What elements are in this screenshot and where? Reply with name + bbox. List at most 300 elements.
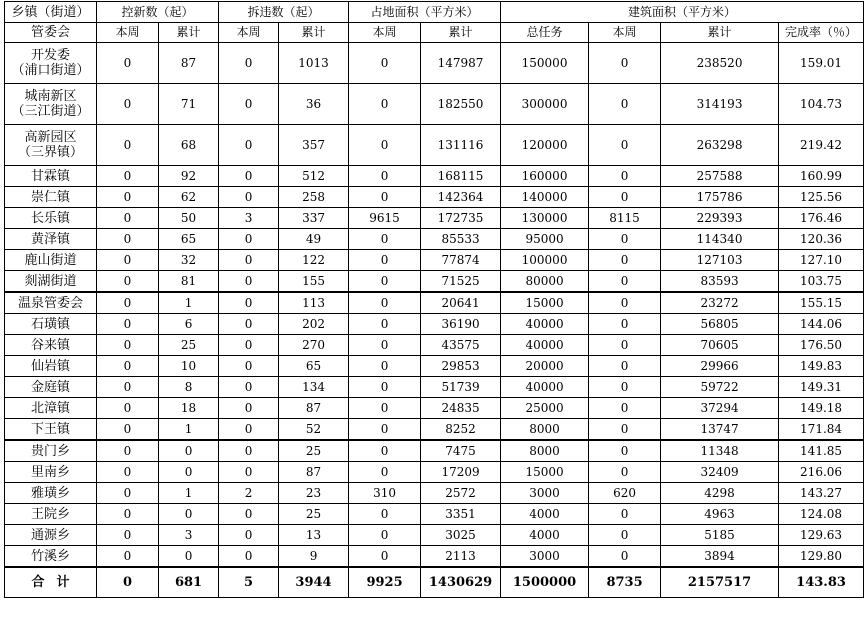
- cell-build-cum: 5185: [661, 525, 779, 546]
- cell-ctrl-cum: 87: [159, 43, 219, 84]
- cell-rate: 159.01: [779, 43, 864, 84]
- header-ctrl-week: 本周: [97, 23, 159, 43]
- cell-land-week: 9615: [349, 208, 421, 229]
- cell-land-cum: 172735: [421, 208, 501, 229]
- cell-rate: 171.84: [779, 419, 864, 441]
- cell-build-cum: 4298: [661, 483, 779, 504]
- header-build-group: 建筑面积（平方米）: [501, 2, 864, 23]
- header-region: 乡镇（街道）: [5, 2, 97, 23]
- cell-total-task: 95000: [501, 229, 589, 250]
- region-name: [5, 125, 97, 166]
- header-land-week: 本周: [349, 23, 421, 43]
- cell-land-week: 0: [349, 125, 421, 166]
- cell-dem-cum: 13: [279, 525, 349, 546]
- cell-dem-cum: 87: [279, 462, 349, 483]
- table-row: [5, 271, 864, 293]
- header-row-groups: [5, 2, 864, 23]
- header-completion: 完成率（％）: [779, 23, 864, 43]
- table-row: [5, 335, 864, 356]
- region-name: 仙岩镇: [5, 356, 97, 377]
- cell-build-week: 0: [589, 462, 661, 483]
- cell-total-task: 8000: [501, 419, 589, 441]
- table-row: [5, 483, 864, 504]
- cell-dem-week: 0: [219, 292, 279, 314]
- cell-land-week: 310: [349, 483, 421, 504]
- cell-ctrl-cum: 25: [159, 335, 219, 356]
- cell-dem-cum: 270: [279, 335, 349, 356]
- cell-dem-cum: 52: [279, 419, 349, 441]
- cell-dem-week: 0: [219, 229, 279, 250]
- table-row: [5, 356, 864, 377]
- cell-land-week: 0: [349, 440, 421, 462]
- cell-total-task: 150000: [501, 43, 589, 84]
- cell-rate: 149.83: [779, 356, 864, 377]
- cell-rate: 176.46: [779, 208, 864, 229]
- cell-ctrl-cum: 6: [159, 314, 219, 335]
- cell-land-week: 0: [349, 377, 421, 398]
- cell-ctrl-cum: 92: [159, 166, 219, 187]
- header-region-sub: 管委会: [5, 23, 97, 43]
- cell-land-week: 0: [349, 335, 421, 356]
- cell-ctrl-cum: 1: [159, 483, 219, 504]
- cell-build-week: 0: [589, 187, 661, 208]
- region-name: 竹溪乡: [5, 546, 97, 568]
- cell-rate: 155.15: [779, 292, 864, 314]
- cell-dem-week: 0: [219, 546, 279, 568]
- table-row: [5, 187, 864, 208]
- total-row: [5, 567, 864, 598]
- table-row: [5, 125, 864, 166]
- cell-ctrl-cum: 18: [159, 398, 219, 419]
- region-name: 甘霖镇: [5, 166, 97, 187]
- region-name-line: 城南新区: [24, 89, 77, 104]
- cell-dem-cum: 122: [279, 250, 349, 271]
- cell-ctrl-week: 0: [97, 271, 159, 293]
- cell-total-task: 3000: [501, 546, 589, 568]
- cell-build-cum: 56805: [661, 314, 779, 335]
- region-name: 下王镇: [5, 419, 97, 441]
- cell-total-task: 8000: [501, 440, 589, 462]
- cell-total-task: 120000: [501, 125, 589, 166]
- cell-land-week: 0: [349, 187, 421, 208]
- total-total-task: 1500000: [501, 567, 589, 598]
- cell-build-week: 0: [589, 504, 661, 525]
- cell-land-week: 0: [349, 419, 421, 441]
- cell-ctrl-week: 0: [97, 483, 159, 504]
- cell-build-week: 0: [589, 398, 661, 419]
- table-row: [5, 525, 864, 546]
- cell-dem-week: 2: [219, 483, 279, 504]
- region-name: [5, 84, 97, 125]
- region-name: 黄泽镇: [5, 229, 97, 250]
- cell-ctrl-week: 0: [97, 250, 159, 271]
- cell-build-week: 0: [589, 314, 661, 335]
- total-land-week: 9925: [349, 567, 421, 598]
- cell-build-cum: 175786: [661, 187, 779, 208]
- cell-land-week: 0: [349, 166, 421, 187]
- region-name-line: （三界镇）: [17, 145, 83, 160]
- cell-dem-week: 0: [219, 43, 279, 84]
- cell-dem-week: 0: [219, 187, 279, 208]
- cell-ctrl-week: 0: [97, 440, 159, 462]
- cell-dem-week: 0: [219, 84, 279, 125]
- statistics-table: [4, 1, 864, 598]
- cell-ctrl-week: 0: [97, 187, 159, 208]
- cell-ctrl-cum: 1: [159, 419, 219, 441]
- cell-build-week: 0: [589, 292, 661, 314]
- cell-build-week: 0: [589, 377, 661, 398]
- table-row: [5, 229, 864, 250]
- cell-rate: 120.36: [779, 229, 864, 250]
- region-name: 崇仁镇: [5, 187, 97, 208]
- cell-land-cum: 20641: [421, 292, 501, 314]
- cell-land-week: 0: [349, 84, 421, 125]
- cell-build-week: 0: [589, 335, 661, 356]
- cell-land-cum: 142364: [421, 187, 501, 208]
- cell-build-cum: 32409: [661, 462, 779, 483]
- cell-land-cum: 51739: [421, 377, 501, 398]
- cell-dem-cum: 155: [279, 271, 349, 293]
- total-label: [5, 567, 97, 598]
- cell-build-cum: 29966: [661, 356, 779, 377]
- header-land-cum: 累计: [421, 23, 501, 43]
- region-name-line: 高新园区: [24, 130, 77, 145]
- cell-build-week: 0: [589, 271, 661, 293]
- table-row: [5, 504, 864, 525]
- cell-rate: 124.08: [779, 504, 864, 525]
- cell-rate: 141.85: [779, 440, 864, 462]
- table-row: [5, 208, 864, 229]
- cell-rate: 129.63: [779, 525, 864, 546]
- cell-build-week: 620: [589, 483, 661, 504]
- header-build-cum: 累计: [661, 23, 779, 43]
- cell-build-cum: 3894: [661, 546, 779, 568]
- cell-dem-cum: 9: [279, 546, 349, 568]
- cell-dem-week: 0: [219, 166, 279, 187]
- cell-total-task: 160000: [501, 166, 589, 187]
- header-control-group: 控新数（起）: [97, 2, 219, 23]
- cell-total-task: 25000: [501, 398, 589, 419]
- header-row-sub: [5, 23, 864, 43]
- cell-build-cum: 229393: [661, 208, 779, 229]
- cell-land-cum: 2113: [421, 546, 501, 568]
- region-name: 鹿山街道: [5, 250, 97, 271]
- cell-ctrl-week: 0: [97, 525, 159, 546]
- cell-total-task: 300000: [501, 84, 589, 125]
- cell-ctrl-week: 0: [97, 43, 159, 84]
- region-name: 石璜镇: [5, 314, 97, 335]
- region-name: 金庭镇: [5, 377, 97, 398]
- cell-land-week: 0: [349, 314, 421, 335]
- cell-build-cum: 13747: [661, 419, 779, 441]
- cell-dem-week: 3: [219, 208, 279, 229]
- cell-ctrl-cum: 10: [159, 356, 219, 377]
- total-land-cum: 1430629: [421, 567, 501, 598]
- cell-dem-cum: 113: [279, 292, 349, 314]
- cell-build-week: 0: [589, 250, 661, 271]
- total-dem-week: 5: [219, 567, 279, 598]
- cell-build-cum: 263298: [661, 125, 779, 166]
- cell-ctrl-cum: 50: [159, 208, 219, 229]
- table-row: [5, 398, 864, 419]
- cell-dem-week: 0: [219, 377, 279, 398]
- header-dem-week: 本周: [219, 23, 279, 43]
- cell-rate: 127.10: [779, 250, 864, 271]
- cell-ctrl-week: 0: [97, 335, 159, 356]
- cell-dem-week: 0: [219, 335, 279, 356]
- cell-ctrl-week: 0: [97, 398, 159, 419]
- cell-dem-cum: 65: [279, 356, 349, 377]
- cell-ctrl-week: 0: [97, 504, 159, 525]
- cell-total-task: 130000: [501, 208, 589, 229]
- table-row: [5, 419, 864, 441]
- cell-build-cum: 238520: [661, 43, 779, 84]
- cell-total-task: 4000: [501, 504, 589, 525]
- cell-ctrl-week: 0: [97, 292, 159, 314]
- cell-ctrl-cum: 68: [159, 125, 219, 166]
- cell-build-week: 0: [589, 43, 661, 84]
- cell-ctrl-cum: 1: [159, 292, 219, 314]
- cell-rate: 104.73: [779, 84, 864, 125]
- cell-total-task: 40000: [501, 335, 589, 356]
- table-row: [5, 546, 864, 568]
- header-demolish-group: 拆违数（起）: [219, 2, 349, 23]
- cell-ctrl-cum: 0: [159, 462, 219, 483]
- cell-land-cum: 7475: [421, 440, 501, 462]
- cell-dem-cum: 1013: [279, 43, 349, 84]
- cell-land-week: 0: [349, 292, 421, 314]
- cell-rate: 143.27: [779, 483, 864, 504]
- cell-land-week: 0: [349, 229, 421, 250]
- cell-dem-week: 0: [219, 398, 279, 419]
- header-ctrl-cum: 累计: [159, 23, 219, 43]
- table-row: [5, 43, 864, 84]
- region-name: 谷来镇: [5, 335, 97, 356]
- cell-land-week: 0: [349, 546, 421, 568]
- cell-land-cum: 85533: [421, 229, 501, 250]
- cell-total-task: 20000: [501, 356, 589, 377]
- cell-rate: 219.42: [779, 125, 864, 166]
- cell-land-cum: 3351: [421, 504, 501, 525]
- header-land-group: 占地面积（平方米）: [349, 2, 501, 23]
- region-name: 长乐镇: [5, 208, 97, 229]
- cell-ctrl-week: 0: [97, 314, 159, 335]
- cell-ctrl-cum: 0: [159, 504, 219, 525]
- region-name: 贵门乡: [5, 440, 97, 462]
- cell-build-cum: 314193: [661, 84, 779, 125]
- cell-build-cum: 83593: [661, 271, 779, 293]
- cell-rate: 176.50: [779, 335, 864, 356]
- cell-build-week: 0: [589, 440, 661, 462]
- cell-ctrl-week: 0: [97, 84, 159, 125]
- cell-land-cum: 17209: [421, 462, 501, 483]
- cell-build-cum: 4963: [661, 504, 779, 525]
- cell-ctrl-cum: 0: [159, 440, 219, 462]
- cell-dem-week: 0: [219, 271, 279, 293]
- header-build-week: 本周: [589, 23, 661, 43]
- cell-ctrl-week: 0: [97, 546, 159, 568]
- cell-land-cum: 24835: [421, 398, 501, 419]
- table-row: [5, 314, 864, 335]
- region-name: 剡湖街道: [5, 271, 97, 293]
- cell-land-week: 0: [349, 504, 421, 525]
- cell-ctrl-week: 0: [97, 462, 159, 483]
- table-row: [5, 250, 864, 271]
- cell-rate: 149.31: [779, 377, 864, 398]
- cell-dem-week: 0: [219, 125, 279, 166]
- cell-land-cum: 71525: [421, 271, 501, 293]
- region-name: 王院乡: [5, 504, 97, 525]
- cell-dem-cum: 337: [279, 208, 349, 229]
- cell-build-week: 8115: [589, 208, 661, 229]
- total-dem-cum: 3944: [279, 567, 349, 598]
- cell-build-week: 0: [589, 525, 661, 546]
- total-ctrl-cum: 681: [159, 567, 219, 598]
- cell-total-task: 40000: [501, 377, 589, 398]
- cell-build-week: 0: [589, 546, 661, 568]
- cell-rate: 125.56: [779, 187, 864, 208]
- cell-ctrl-week: 0: [97, 208, 159, 229]
- table-row: [5, 166, 864, 187]
- cell-ctrl-cum: 81: [159, 271, 219, 293]
- total-label-text: 合计: [31, 575, 82, 590]
- cell-dem-week: 0: [219, 504, 279, 525]
- cell-land-cum: 2572: [421, 483, 501, 504]
- total-rate: 143.83: [779, 567, 864, 598]
- total-ctrl-week: 0: [97, 567, 159, 598]
- cell-dem-cum: 357: [279, 125, 349, 166]
- cell-land-cum: 43575: [421, 335, 501, 356]
- cell-rate: 129.80: [779, 546, 864, 568]
- cell-dem-cum: 87: [279, 398, 349, 419]
- table-row: [5, 462, 864, 483]
- header-total-task: 总任务: [501, 23, 589, 43]
- cell-dem-cum: 23: [279, 483, 349, 504]
- total-build-cum: 2157517: [661, 567, 779, 598]
- cell-rate: 216.06: [779, 462, 864, 483]
- cell-land-cum: 182550: [421, 84, 501, 125]
- cell-dem-week: 0: [219, 525, 279, 546]
- cell-dem-week: 0: [219, 419, 279, 441]
- cell-total-task: 15000: [501, 462, 589, 483]
- cell-land-week: 0: [349, 462, 421, 483]
- cell-ctrl-cum: 65: [159, 229, 219, 250]
- cell-build-week: 0: [589, 125, 661, 166]
- cell-land-week: 0: [349, 43, 421, 84]
- cell-dem-cum: 202: [279, 314, 349, 335]
- region-name: 温泉管委会: [5, 292, 97, 314]
- cell-land-cum: 36190: [421, 314, 501, 335]
- cell-rate: 144.06: [779, 314, 864, 335]
- cell-ctrl-week: 0: [97, 125, 159, 166]
- cell-total-task: 4000: [501, 525, 589, 546]
- cell-build-cum: 257588: [661, 166, 779, 187]
- region-name-line: （三江街道）: [11, 104, 90, 119]
- cell-land-week: 0: [349, 250, 421, 271]
- cell-rate: 160.99: [779, 166, 864, 187]
- cell-dem-week: 0: [219, 440, 279, 462]
- region-name: 北漳镇: [5, 398, 97, 419]
- cell-build-cum: 59722: [661, 377, 779, 398]
- cell-ctrl-cum: 71: [159, 84, 219, 125]
- cell-build-cum: 70605: [661, 335, 779, 356]
- table-row: [5, 377, 864, 398]
- cell-total-task: 100000: [501, 250, 589, 271]
- cell-land-week: 0: [349, 271, 421, 293]
- cell-dem-week: 0: [219, 314, 279, 335]
- cell-total-task: 40000: [501, 314, 589, 335]
- cell-build-cum: 23272: [661, 292, 779, 314]
- cell-land-cum: 131116: [421, 125, 501, 166]
- cell-build-cum: 11348: [661, 440, 779, 462]
- cell-dem-cum: 134: [279, 377, 349, 398]
- region-name: 雅璜乡: [5, 483, 97, 504]
- cell-land-week: 0: [349, 356, 421, 377]
- cell-dem-cum: 512: [279, 166, 349, 187]
- cell-ctrl-week: 0: [97, 229, 159, 250]
- cell-rate: 149.18: [779, 398, 864, 419]
- cell-land-week: 0: [349, 525, 421, 546]
- cell-dem-cum: 25: [279, 504, 349, 525]
- cell-build-week: 0: [589, 356, 661, 377]
- cell-land-week: 0: [349, 398, 421, 419]
- cell-ctrl-cum: 0: [159, 546, 219, 568]
- cell-ctrl-week: 0: [97, 377, 159, 398]
- cell-ctrl-cum: 32: [159, 250, 219, 271]
- total-build-week: 8735: [589, 567, 661, 598]
- cell-dem-week: 0: [219, 462, 279, 483]
- cell-build-cum: 127103: [661, 250, 779, 271]
- region-name-line: 开发委: [30, 48, 70, 63]
- cell-build-cum: 37294: [661, 398, 779, 419]
- region-name-line: （浦口街道）: [11, 63, 90, 78]
- cell-ctrl-cum: 62: [159, 187, 219, 208]
- cell-dem-cum: 36: [279, 84, 349, 125]
- cell-ctrl-cum: 3: [159, 525, 219, 546]
- region-name: 里南乡: [5, 462, 97, 483]
- cell-dem-week: 0: [219, 356, 279, 377]
- cell-build-week: 0: [589, 84, 661, 125]
- cell-ctrl-week: 0: [97, 166, 159, 187]
- cell-build-cum: 114340: [661, 229, 779, 250]
- table-row: [5, 292, 864, 314]
- cell-build-week: 0: [589, 166, 661, 187]
- cell-land-cum: 8252: [421, 419, 501, 441]
- cell-ctrl-week: 0: [97, 419, 159, 441]
- cell-dem-week: 0: [219, 250, 279, 271]
- cell-land-cum: 3025: [421, 525, 501, 546]
- header-dem-cum: 累计: [279, 23, 349, 43]
- region-name: 通源乡: [5, 525, 97, 546]
- cell-dem-cum: 25: [279, 440, 349, 462]
- cell-land-cum: 147987: [421, 43, 501, 84]
- cell-dem-cum: 258: [279, 187, 349, 208]
- cell-total-task: 80000: [501, 271, 589, 293]
- cell-land-cum: 29853: [421, 356, 501, 377]
- cell-total-task: 3000: [501, 483, 589, 504]
- cell-land-cum: 77874: [421, 250, 501, 271]
- cell-build-week: 0: [589, 419, 661, 441]
- table-row: [5, 84, 864, 125]
- cell-build-week: 0: [589, 229, 661, 250]
- cell-total-task: 15000: [501, 292, 589, 314]
- cell-total-task: 140000: [501, 187, 589, 208]
- cell-ctrl-week: 0: [97, 356, 159, 377]
- region-name: [5, 43, 97, 84]
- cell-ctrl-cum: 8: [159, 377, 219, 398]
- table-row: [5, 440, 864, 462]
- cell-dem-cum: 49: [279, 229, 349, 250]
